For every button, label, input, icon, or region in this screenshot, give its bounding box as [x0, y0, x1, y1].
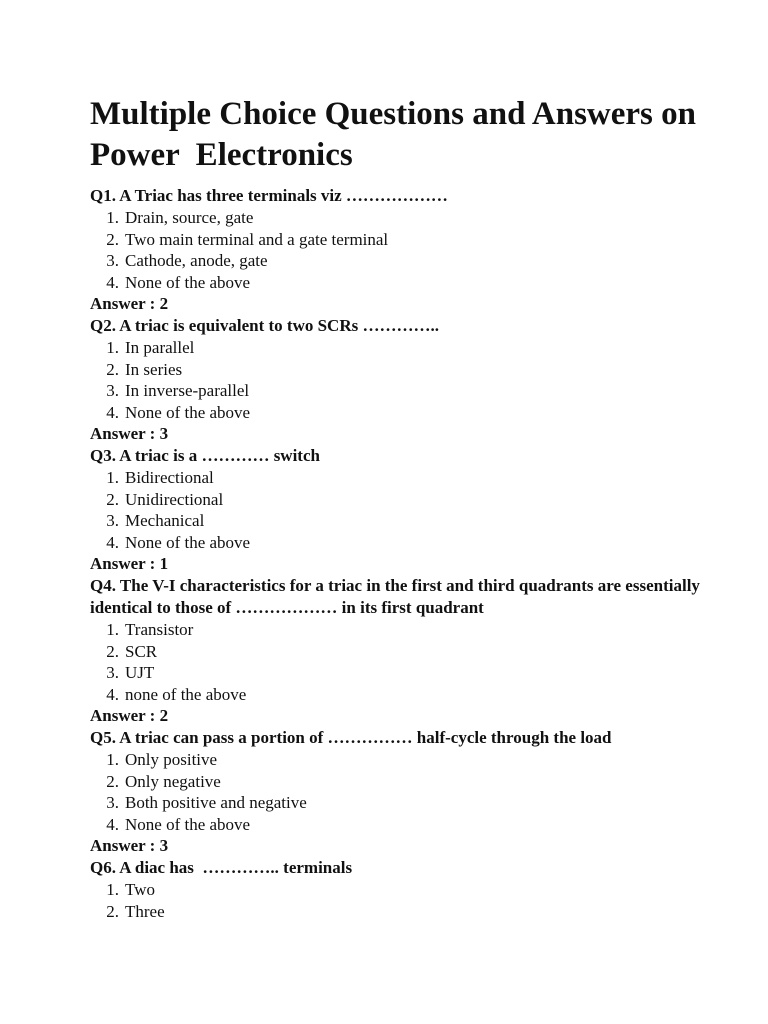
option-list	[90, 749, 750, 835]
question-text: Q6. A diac has ………….. terminals	[90, 858, 353, 877]
option-number: 1 .	[90, 619, 119, 641]
option-item	[90, 532, 750, 554]
option-number: 3 .	[90, 662, 119, 684]
option-list	[90, 467, 750, 553]
option-text: Unidirectional	[125, 489, 224, 509]
option-text: None of the above	[125, 532, 251, 552]
option-number: 1 .	[90, 337, 119, 359]
option-item	[90, 879, 750, 901]
question-text: Q1. A Triac has three terminals viz ………………	[90, 186, 448, 205]
option-item	[90, 901, 750, 923]
option-item	[90, 792, 750, 814]
question-text: Q4. The V-I characteristics for a triac in the first and third quadrants are essentially identical to those of ……………… in its first quadrant	[90, 576, 705, 617]
question-block	[90, 575, 750, 727]
document-page	[90, 94, 750, 922]
question-block	[90, 315, 750, 445]
option-number: 1 .	[90, 467, 119, 489]
option-text: Cathode, anode, gate	[125, 251, 268, 270]
option-list	[90, 619, 750, 705]
option-number: 4 .	[90, 532, 119, 554]
option-text: Mechanical	[125, 511, 205, 530]
option-text: Only negative	[125, 771, 221, 791]
question-text: Q5. A triac can pass a portion of …………… half-cycle through the load	[90, 728, 612, 747]
option-number: 4 .	[90, 272, 119, 294]
option-item	[90, 510, 750, 532]
option-item	[90, 207, 750, 229]
option-item	[90, 272, 750, 294]
option-list	[90, 207, 750, 293]
option-item	[90, 489, 750, 511]
option-text: Transistor	[125, 620, 194, 639]
answer-text: Answer : 2	[90, 706, 169, 725]
option-number: 2 .	[90, 771, 119, 793]
question-block	[90, 727, 750, 857]
option-list	[90, 879, 750, 922]
option-number: 3 .	[90, 792, 119, 814]
answer-text: Answer : 3	[90, 424, 169, 443]
option-item	[90, 662, 750, 684]
option-item	[90, 380, 750, 402]
answer-text: Answer : 2	[90, 294, 169, 313]
option-number: 2 .	[90, 359, 119, 381]
option-number: 1 .	[90, 749, 119, 771]
option-item	[90, 684, 750, 706]
option-item	[90, 250, 750, 272]
option-text: Two	[125, 880, 155, 899]
option-text: none of the above	[125, 684, 247, 704]
option-item	[90, 771, 750, 793]
option-text: In inverse-parallel	[125, 381, 250, 400]
option-text: UJT	[125, 663, 155, 682]
page-title: Multiple Choice Questions and Answers on Power Electronics	[90, 96, 705, 173]
option-text: None of the above	[125, 402, 251, 422]
option-item	[90, 467, 750, 489]
option-item	[90, 749, 750, 771]
option-text: None of the above	[125, 814, 251, 834]
option-text: Bidirectional	[125, 468, 214, 487]
option-item	[90, 814, 750, 836]
option-text: Three	[125, 901, 165, 921]
option-number: 2 .	[90, 901, 119, 923]
option-text: In series	[125, 359, 183, 379]
option-number: 2 .	[90, 229, 119, 251]
option-number: 1 .	[90, 207, 119, 229]
option-text: In parallel	[125, 338, 195, 357]
question-block	[90, 185, 750, 315]
question-block	[90, 445, 750, 575]
option-number: 3 .	[90, 250, 119, 272]
option-number: 3 .	[90, 380, 119, 402]
option-number: 4 .	[90, 402, 119, 424]
option-number: 1 .	[90, 879, 119, 901]
option-text: Only positive	[125, 750, 218, 769]
option-text: Drain, source, gate	[125, 208, 254, 227]
option-list	[90, 337, 750, 423]
question-text: Q3. A triac is a ………… switch	[90, 446, 320, 465]
option-item	[90, 619, 750, 641]
option-text: None of the above	[125, 272, 251, 292]
option-text: Both positive and negative	[125, 793, 307, 812]
option-number: 3 .	[90, 510, 119, 532]
question-block	[90, 857, 750, 922]
option-item	[90, 402, 750, 424]
option-number: 4 .	[90, 684, 119, 706]
option-text: SCR	[125, 641, 158, 661]
option-text: Two main terminal and a gate terminal	[125, 229, 389, 249]
option-item	[90, 641, 750, 663]
question-text: Q2. A triac is equivalent to two SCRs …………..	[90, 316, 439, 335]
answer-text: Answer : 3	[90, 836, 169, 855]
option-number: 4 .	[90, 814, 119, 836]
option-number: 2 .	[90, 489, 119, 511]
answer-text: Answer : 1	[90, 554, 169, 573]
option-number: 2 .	[90, 641, 119, 663]
option-item	[90, 337, 750, 359]
option-item	[90, 359, 750, 381]
question-list	[90, 185, 750, 922]
option-item	[90, 229, 750, 251]
